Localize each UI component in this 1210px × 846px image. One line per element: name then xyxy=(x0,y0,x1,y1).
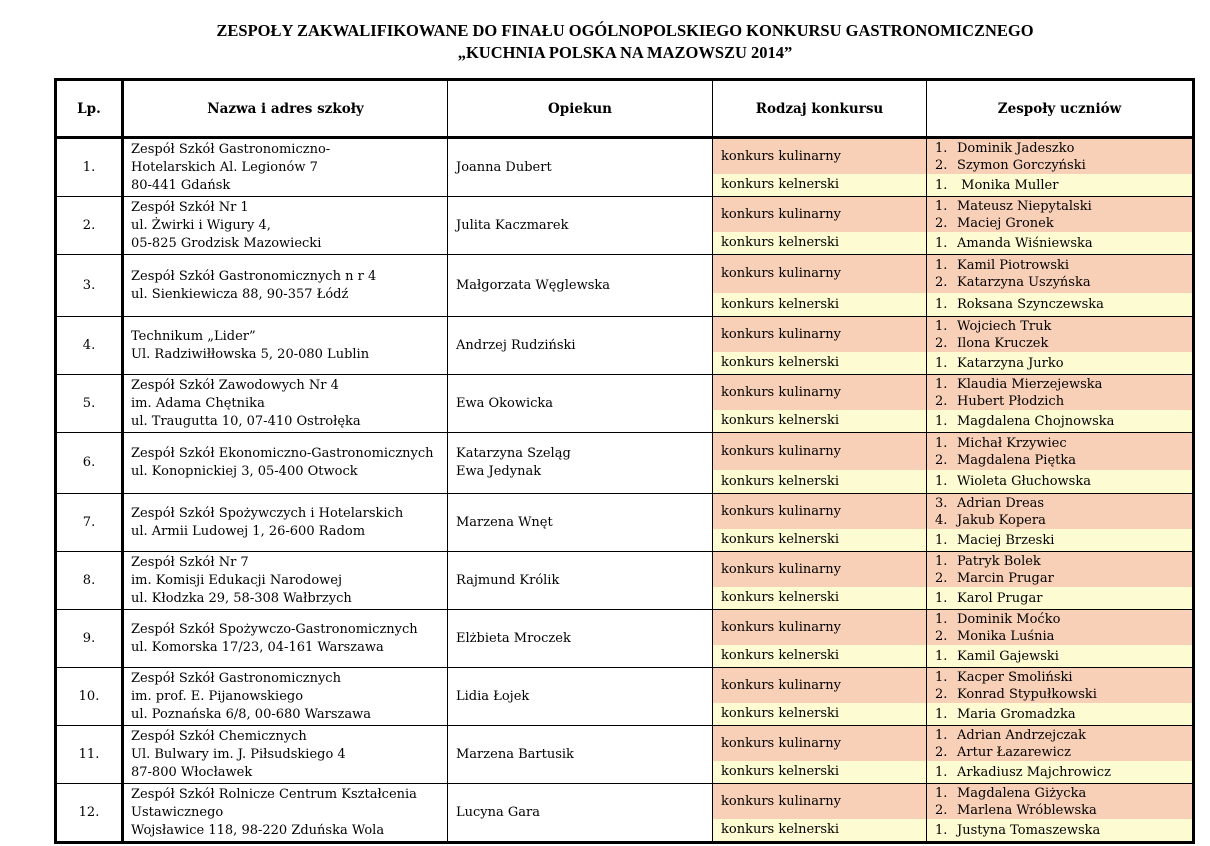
contest-kulinarny: konkurs kulinarny xyxy=(713,552,926,587)
member-name: Magdalena Piętka xyxy=(957,452,1077,468)
table-row xyxy=(56,552,1194,610)
contest-kulinarny: konkurs kulinarny xyxy=(713,139,926,174)
header-zespoly: Zespoły uczniów xyxy=(927,80,1194,138)
contest-kulinarny: konkurs kulinarny xyxy=(713,317,926,352)
team-kelnerski xyxy=(927,470,1192,493)
teams-cell xyxy=(927,375,1194,433)
team-member xyxy=(935,198,1092,215)
header-rodzaj: Rodzaj konkursu xyxy=(713,80,927,138)
contest-kulinarny: konkurs kulinarny xyxy=(713,784,926,819)
team-member xyxy=(935,215,1092,232)
member-number: 1. xyxy=(935,669,948,685)
teams-cell xyxy=(927,726,1194,784)
school-line: Zespół Szkół Gastronomicznych n r 4 xyxy=(131,268,377,284)
school-cell xyxy=(123,255,448,317)
team-kulinarny xyxy=(927,610,1192,645)
member-name: Marcin Prugar xyxy=(957,570,1054,586)
member-number: 1. xyxy=(935,198,948,214)
team-member xyxy=(935,376,1102,393)
header-opiekun: Opiekun xyxy=(448,80,713,138)
team-member xyxy=(935,686,1097,703)
team-kelnerski xyxy=(927,232,1192,254)
member-number: 2. xyxy=(935,628,948,644)
school-cell xyxy=(123,197,448,255)
team-kelnerski xyxy=(927,645,1192,667)
school-line: Zespół Szkół Gastronomicznych xyxy=(131,670,341,686)
member-name: Artur Łazarewicz xyxy=(957,744,1071,760)
table-row xyxy=(56,433,1194,494)
member-number: 1. xyxy=(935,532,948,548)
team-member xyxy=(935,532,1054,549)
member-name: Wioleta Głuchowska xyxy=(957,474,1091,489)
member-number: 2. xyxy=(935,393,948,409)
table-row xyxy=(56,726,1194,784)
opiekun-name: Andrzej Rudziński xyxy=(456,337,576,353)
team-kulinarny xyxy=(927,433,1192,470)
teams-cell xyxy=(927,610,1194,668)
member-number: 1. xyxy=(935,611,948,627)
opiekun-cell xyxy=(448,610,713,668)
school-line: Technikum „Lider” xyxy=(131,328,256,344)
member-number: 2. xyxy=(935,744,948,760)
member-number: 1. xyxy=(935,648,948,664)
team-member xyxy=(935,473,1091,490)
team-member xyxy=(935,335,1051,352)
school-line: im. Komisji Edukacji Narodowej xyxy=(131,572,342,588)
contest-kelnerski: konkurs kelnerski xyxy=(713,587,926,609)
document-subtitle: „KUCHNIA POLSKA NA MAZOWSZU 2014” xyxy=(457,43,793,62)
opiekun-name: Julita Kaczmarek xyxy=(456,217,569,233)
member-number: 1. xyxy=(935,355,948,371)
member-name: Arkadiusz Majchrowicz xyxy=(957,764,1111,780)
contest-type-cell xyxy=(713,138,927,197)
opiekun-cell xyxy=(448,726,713,784)
member-name: Kamil Gajewski xyxy=(957,648,1059,664)
school-line: Ustawicznego xyxy=(131,804,224,820)
team-member xyxy=(935,570,1054,587)
teams-cell xyxy=(927,494,1194,552)
member-number: 1. xyxy=(935,822,948,838)
opiekun-name: Ewa Jedynak xyxy=(456,464,542,479)
school-cell xyxy=(123,668,448,726)
school-line: Hotelarskich Al. Legionów 7 xyxy=(131,159,318,175)
school-line: Zespół Szkół Chemicznych xyxy=(131,728,307,744)
member-number: 3. xyxy=(935,495,948,511)
row-number: 8. xyxy=(56,552,123,610)
school-line: Zespół Szkół Rolnicze Centrum Kształcenia xyxy=(131,786,417,802)
team-member xyxy=(935,235,1093,252)
school-line: ul. Traugutta 10, 07-410 Ostrołęka xyxy=(131,413,361,429)
contest-kulinarny: konkurs kulinarny xyxy=(713,494,926,529)
school-line: ul. Poznańska 6/8, 00-680 Warszawa xyxy=(131,706,372,722)
team-member xyxy=(935,744,1086,761)
opiekun-cell xyxy=(448,433,713,494)
school-line: ul. Komorska 17/23, 04-161 Warszawa xyxy=(131,639,384,655)
team-member xyxy=(935,648,1059,665)
contest-type-cell xyxy=(713,610,927,668)
team-kelnerski xyxy=(927,352,1192,374)
table-row xyxy=(56,138,1194,197)
contest-type-cell xyxy=(713,494,927,552)
member-number: 1. xyxy=(935,413,948,429)
row-number: 9. xyxy=(56,610,123,668)
contest-kulinarny: konkurs kulinarny xyxy=(713,668,926,703)
member-name: Monika Muller xyxy=(957,177,1059,193)
member-number: 1. xyxy=(935,553,948,569)
teams-cell xyxy=(927,433,1194,494)
school-cell xyxy=(123,433,448,494)
member-name: Katarzyna Uszyńska xyxy=(957,275,1091,290)
school-line: Zespół Szkół Ekonomiczno-Gastronomicznych xyxy=(131,446,434,461)
contest-type-cell xyxy=(713,668,927,726)
team-kulinarny xyxy=(927,317,1192,352)
team-kulinarny xyxy=(927,375,1192,410)
opiekun-name: Joanna Dubert xyxy=(456,159,552,175)
member-name: Maciej Brzeski xyxy=(957,532,1055,548)
opiekun-name: Rajmund Królik xyxy=(456,572,560,588)
team-member xyxy=(935,435,1076,452)
contest-kelnerski: konkurs kelnerski xyxy=(713,645,926,667)
member-number: 1. xyxy=(935,376,948,392)
member-number: 1. xyxy=(935,764,948,780)
team-member xyxy=(935,553,1054,570)
school-line: im. prof. E. Pijanowskiego xyxy=(131,688,304,704)
opiekun-cell xyxy=(448,255,713,317)
member-name: Amanda Wiśniewska xyxy=(957,235,1093,251)
contest-kulinarny: konkurs kulinarny xyxy=(713,375,926,410)
teams-cell xyxy=(927,138,1194,197)
member-name: Hubert Płodzich xyxy=(957,393,1065,409)
contest-kelnerski: konkurs kelnerski xyxy=(713,410,926,432)
finalists-table xyxy=(54,78,1195,844)
member-number: 2. xyxy=(935,570,948,586)
member-name: Jakub Kopera xyxy=(957,512,1046,528)
member-name: Magdalena Giżycka xyxy=(957,785,1087,801)
school-cell xyxy=(123,494,448,552)
member-name: Katarzyna Jurko xyxy=(957,355,1064,371)
team-member xyxy=(935,318,1051,335)
opiekun-name: Małgorzata Węglewska xyxy=(456,277,611,293)
team-kelnerski xyxy=(927,703,1192,725)
member-name: Kamil Piotrowski xyxy=(957,258,1070,273)
opiekun-cell xyxy=(448,197,713,255)
table-header-row xyxy=(56,80,1194,138)
table-row xyxy=(56,494,1194,552)
school-line: Ul. Radziwiłłowska 5, 20-080 Lublin xyxy=(131,346,370,362)
teams-cell xyxy=(927,197,1194,255)
member-name: Ilona Kruczek xyxy=(957,335,1049,351)
team-member xyxy=(935,393,1102,410)
team-member xyxy=(935,413,1114,430)
team-member xyxy=(935,706,1076,723)
team-member xyxy=(935,590,1042,607)
team-kulinarny xyxy=(927,668,1192,703)
member-name: Klaudia Mierzejewska xyxy=(957,376,1103,392)
contest-type-cell xyxy=(713,726,927,784)
opiekun-cell xyxy=(448,668,713,726)
team-kelnerski xyxy=(927,819,1192,841)
member-name: Kacper Smoliński xyxy=(957,669,1073,685)
opiekun-name: Katarzyna Szeląg xyxy=(456,446,571,461)
member-name: Monika Luśnia xyxy=(957,628,1055,644)
member-name: Marlena Wróblewska xyxy=(957,802,1097,818)
school-cell xyxy=(123,726,448,784)
table-row xyxy=(56,610,1194,668)
school-line: 87-800 Włocławek xyxy=(131,764,253,780)
contest-kelnerski: konkurs kelnerski xyxy=(713,174,926,196)
member-number: 1. xyxy=(935,727,948,743)
row-number: 12. xyxy=(56,784,123,843)
team-member xyxy=(935,157,1086,174)
table-row xyxy=(56,317,1194,375)
contest-type-cell xyxy=(713,552,927,610)
team-member xyxy=(935,140,1086,157)
team-kelnerski xyxy=(927,761,1192,783)
team-kulinarny xyxy=(927,784,1192,819)
table-row xyxy=(56,784,1194,843)
opiekun-cell xyxy=(448,552,713,610)
school-line: ul. Sienkiewicza 88, 90-357 Łódź xyxy=(131,286,349,302)
school-line: Zespół Szkół Nr 7 xyxy=(131,554,249,570)
school-line: 80-441 Gdańsk xyxy=(131,177,231,193)
member-name: Patryk Bolek xyxy=(957,553,1041,569)
teams-cell xyxy=(927,552,1194,610)
school-cell xyxy=(123,375,448,433)
member-number: 1. xyxy=(935,706,948,722)
contest-kulinarny: konkurs kulinarny xyxy=(713,433,926,470)
member-name: Adrian Andrzejczak xyxy=(957,727,1086,743)
member-number: 1. xyxy=(935,785,948,801)
row-number: 11. xyxy=(56,726,123,784)
member-number: 1. xyxy=(935,140,948,156)
member-number: 1. xyxy=(935,435,948,451)
school-line: Ul. Bulwary im. J. Piłsudskiego 4 xyxy=(131,746,346,762)
contest-kelnerski: konkurs kelnerski xyxy=(713,293,926,316)
opiekun-name: Marzena Wnęt xyxy=(456,514,553,530)
member-name: Michał Krzywiec xyxy=(957,435,1067,451)
member-name: Justyna Tomaszewska xyxy=(957,822,1101,838)
contest-kelnerski: konkurs kelnerski xyxy=(713,352,926,374)
school-line: Zespół Szkół Zawodowych Nr 4 xyxy=(131,377,339,393)
contest-type-cell xyxy=(713,255,927,317)
school-line: Zespół Szkół Spożywczych i Hotelarskich xyxy=(131,505,404,521)
team-member xyxy=(935,785,1097,802)
opiekun-name: Lucyna Gara xyxy=(456,804,540,820)
member-number: 2. xyxy=(935,686,948,702)
table-row xyxy=(56,197,1194,255)
member-name: Roksana Szynczewska xyxy=(957,297,1104,312)
contest-kulinarny: konkurs kulinarny xyxy=(713,726,926,761)
school-line: ul. Kłodzka 29, 58-308 Wałbrzych xyxy=(131,590,352,606)
member-number: 2. xyxy=(935,215,948,231)
teams-cell xyxy=(927,668,1194,726)
contest-type-cell xyxy=(713,317,927,375)
school-line: Zespół Szkół Spożywczo-Gastronomicznych xyxy=(131,621,418,637)
row-number: 3. xyxy=(56,255,123,317)
table-row xyxy=(56,668,1194,726)
member-name: Maria Gromadzka xyxy=(957,706,1076,722)
school-line: ul. Żwirki i Wigury 4, xyxy=(131,217,271,233)
team-kulinarny xyxy=(927,552,1192,587)
member-name: Maciej Gronek xyxy=(957,215,1054,231)
team-member xyxy=(935,611,1060,628)
team-kelnerski xyxy=(927,587,1192,609)
team-member xyxy=(935,727,1086,744)
contest-kulinarny: konkurs kulinarny xyxy=(713,197,926,232)
team-kulinarny xyxy=(927,197,1192,232)
member-name: Karol Prugar xyxy=(957,590,1043,606)
contest-kelnerski: konkurs kelnerski xyxy=(713,703,926,725)
team-member xyxy=(935,355,1064,372)
opiekun-cell xyxy=(448,138,713,197)
team-kelnerski xyxy=(927,529,1192,551)
member-name: Wojciech Truk xyxy=(957,318,1052,334)
team-member xyxy=(935,669,1097,686)
school-cell xyxy=(123,610,448,668)
school-cell xyxy=(123,138,448,197)
school-line: Wojsławice 118, 98-220 Zduńska Wola xyxy=(131,822,385,838)
school-line: 05-825 Grodzisk Mazowiecki xyxy=(131,235,322,251)
contest-kelnerski: konkurs kelnerski xyxy=(713,470,926,493)
member-name: Adrian Dreas xyxy=(957,495,1045,511)
header-lp: Lp. xyxy=(56,80,123,138)
team-member xyxy=(935,628,1060,645)
member-number: 1. xyxy=(935,318,948,334)
opiekun-cell xyxy=(448,317,713,375)
opiekun-cell xyxy=(448,784,713,843)
team-member xyxy=(935,257,1091,274)
team-member xyxy=(935,274,1091,291)
teams-cell xyxy=(927,784,1194,843)
member-name: Dominik Moćko xyxy=(957,611,1061,627)
contest-kulinarny: konkurs kulinarny xyxy=(713,255,926,293)
header-school: Nazwa i adres szkoły xyxy=(123,80,448,138)
team-kelnerski xyxy=(927,174,1192,196)
member-name: Magdalena Chojnowska xyxy=(957,413,1115,429)
school-line: ul. Konopnickiej 3, 05-400 Otwock xyxy=(131,464,358,479)
team-kulinarny xyxy=(927,726,1192,761)
member-number: 2. xyxy=(935,802,948,818)
member-number: 2. xyxy=(935,157,948,173)
team-member xyxy=(935,822,1100,839)
member-number: 1. xyxy=(935,590,948,606)
table-row xyxy=(56,375,1194,433)
opiekun-name: Elżbieta Mroczek xyxy=(456,630,571,646)
team-member xyxy=(935,452,1076,469)
school-line: Zespół Szkół Nr 1 xyxy=(131,199,249,215)
member-number: 1. xyxy=(935,235,948,251)
document-title: ZESPOŁY ZAKWALIFIKOWANE DO FINAŁU OGÓLNOPOLSKIEGO KONKURSU GASTRONOMICZNEGO xyxy=(216,21,1034,40)
member-number: 1. xyxy=(935,297,948,312)
team-kelnerski xyxy=(927,293,1192,316)
contest-kelnerski: konkurs kelnerski xyxy=(713,232,926,254)
member-name: Mateusz Niepytalski xyxy=(957,198,1092,214)
contest-kulinarny: konkurs kulinarny xyxy=(713,610,926,645)
member-number: 1. xyxy=(935,177,948,193)
member-name: Dominik Jadeszko xyxy=(957,140,1075,156)
member-number: 4. xyxy=(935,512,948,528)
teams-cell xyxy=(927,317,1194,375)
member-number: 2. xyxy=(935,275,948,290)
member-number: 2. xyxy=(935,335,948,351)
row-number: 10. xyxy=(56,668,123,726)
member-number: 1. xyxy=(935,474,948,489)
row-number: 7. xyxy=(56,494,123,552)
contest-type-cell xyxy=(713,433,927,494)
team-member xyxy=(935,495,1046,512)
team-member xyxy=(935,296,1104,313)
row-number: 2. xyxy=(56,197,123,255)
contest-kelnerski: konkurs kelnerski xyxy=(713,819,926,841)
school-cell xyxy=(123,784,448,843)
row-number: 5. xyxy=(56,375,123,433)
contest-type-cell xyxy=(713,784,927,843)
member-name: Szymon Gorczyński xyxy=(957,157,1086,173)
opiekun-cell xyxy=(448,375,713,433)
row-number: 4. xyxy=(56,317,123,375)
team-member xyxy=(935,764,1111,781)
contest-kelnerski: konkurs kelnerski xyxy=(713,529,926,551)
contest-type-cell xyxy=(713,375,927,433)
row-number: 6. xyxy=(56,433,123,494)
team-kelnerski xyxy=(927,410,1192,432)
team-member xyxy=(935,177,1058,194)
opiekun-name: Marzena Bartusik xyxy=(456,746,574,762)
team-kulinarny xyxy=(927,494,1192,529)
team-kulinarny xyxy=(927,255,1192,293)
teams-cell xyxy=(927,255,1194,317)
opiekun-name: Ewa Okowicka xyxy=(456,395,554,411)
school-cell xyxy=(123,317,448,375)
contest-type-cell xyxy=(713,197,927,255)
opiekun-name: Lidia Łojek xyxy=(456,688,530,704)
team-member xyxy=(935,512,1046,529)
school-line: ul. Armii Ludowej 1, 26-600 Radom xyxy=(131,523,366,539)
school-line: Zespół Szkół Gastronomiczno- xyxy=(131,141,331,157)
opiekun-cell xyxy=(448,494,713,552)
member-name: Konrad Stypułkowski xyxy=(957,686,1097,702)
school-cell xyxy=(123,552,448,610)
team-member xyxy=(935,802,1097,819)
contest-kelnerski: konkurs kelnerski xyxy=(713,761,926,783)
table-row xyxy=(56,255,1194,317)
school-line: im. Adama Chętnika xyxy=(131,395,265,411)
team-kulinarny xyxy=(927,139,1192,174)
member-number: 1. xyxy=(935,258,948,273)
member-number: 2. xyxy=(935,452,948,468)
row-number: 1. xyxy=(56,138,123,197)
